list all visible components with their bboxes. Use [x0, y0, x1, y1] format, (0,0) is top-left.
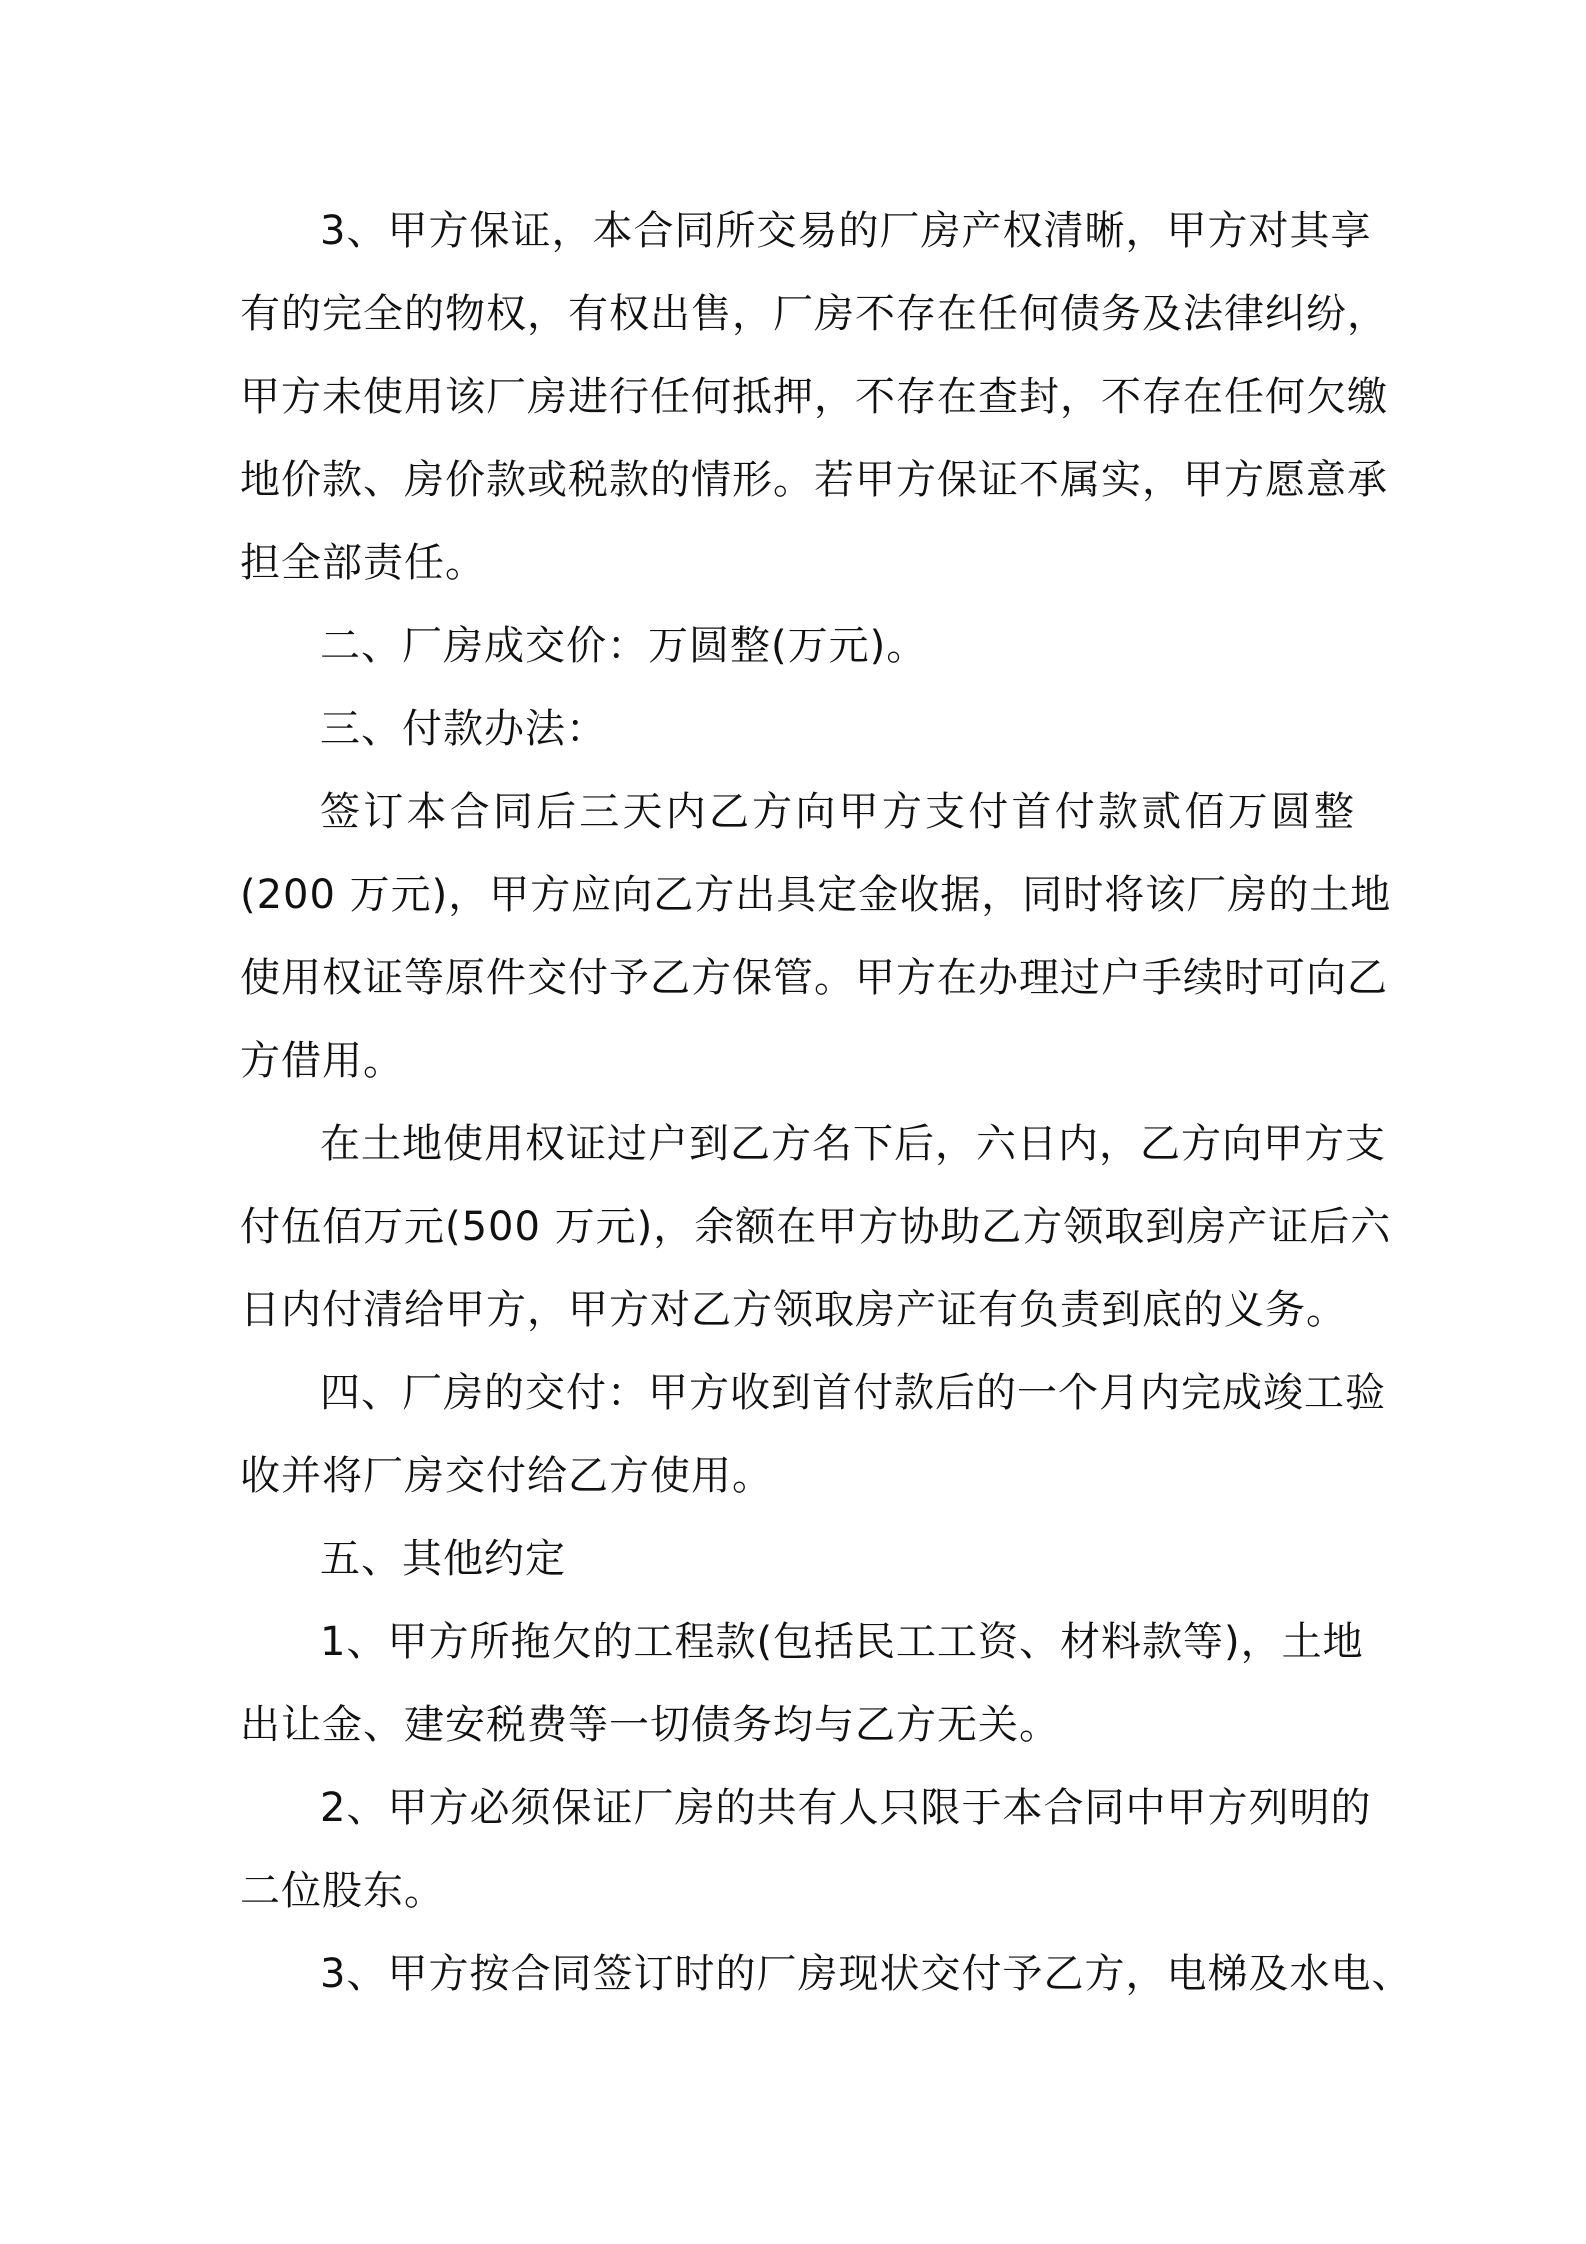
section-heading-delivery: 四、厂房的交付：甲方收到首付款后的一个月内完成竣工验 [320, 1370, 1386, 1416]
text-line-5: 担全部责任。 [240, 540, 486, 586]
text-line-8: 签订本合同后三天内乙方向甲方支付首付款贰佰万圆整 [320, 789, 1355, 835]
text-line-20: 2、甲方必须保证厂房的共有人只限于本合同中甲方列明的 [320, 1785, 1372, 1831]
text-line-19: 出让金、建安税费等一切债务均与乙方无关。 [240, 1702, 1060, 1748]
text-line-12: 在土地使用权证过户到乙方名下后，六日内，乙方向甲方支 [320, 1121, 1386, 1167]
text-line-14: 日内付清给甲方，甲方对乙方领取房产证有负责到底的义务。 [240, 1287, 1347, 1333]
section-heading-other: 五、其他约定 [320, 1536, 566, 1582]
text-line-16: 收并将厂房交付给乙方使用。 [240, 1453, 773, 1499]
text-line-4: 地价款、房价款或税款的情形。若甲方保证不属实，甲方愿意承 [240, 457, 1388, 503]
text-line-2: 有的完全的物权，有权出售，厂房不存在任何债务及法律纠纷， [240, 291, 1388, 337]
section-heading-price: 二、厂房成交价：万圆整(万元)。 [320, 623, 928, 669]
text-line-13: 付伍佰万元(500 万元)，余额在甲方协助乙方领取到房产证后六 [240, 1204, 1392, 1250]
text-line-21: 二位股东。 [240, 1868, 445, 1914]
text-line-22: 3、甲方按合同签订时的厂房现状交付予乙方，电梯及水电、 [320, 1951, 1413, 1997]
text-line-18: 1、甲方所拖欠的工程款(包括民工工资、材料款等)，土地 [320, 1619, 1364, 1665]
text-line-9: (200 万元)，甲方应向乙方出具定金收据，同时将该厂房的土地 [240, 872, 1392, 918]
text-line-1: 3、甲方保证，本合同所交易的厂房产权清晰，甲方对其享 [320, 208, 1372, 254]
section-heading-payment: 三、付款办法： [320, 706, 607, 752]
text-line-3: 甲方未使用该厂房进行任何抵押，不存在查封，不存在任何欠缴 [240, 374, 1388, 420]
text-line-10: 使用权证等原件交付予乙方保管。甲方在办理过户手续时可向乙 [240, 955, 1388, 1001]
text-line-11: 方借用。 [240, 1038, 404, 1084]
contract-text-body [240, 190, 1413, 2016]
